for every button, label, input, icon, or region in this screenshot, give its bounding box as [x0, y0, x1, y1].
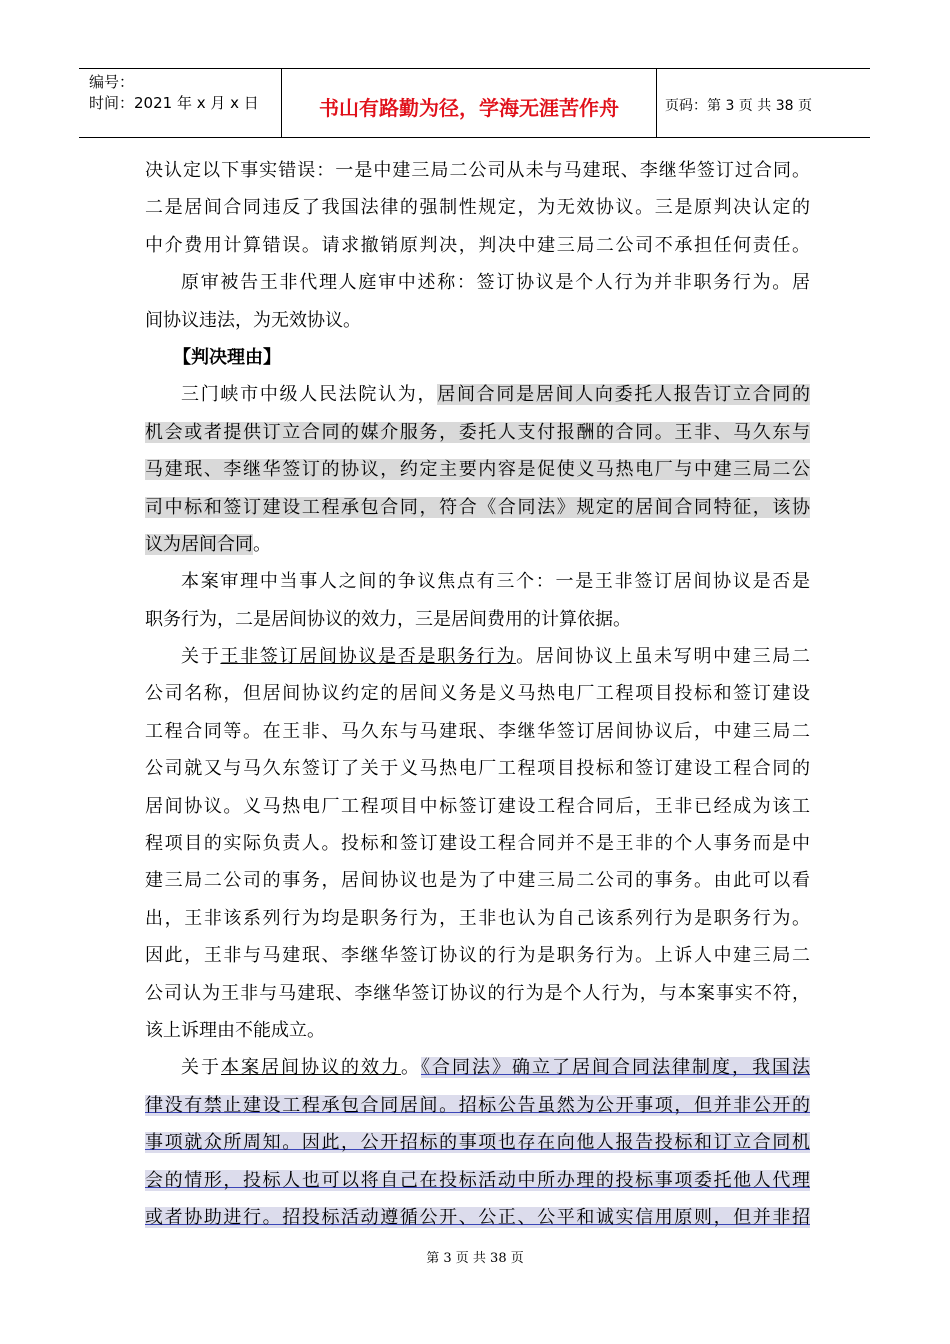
section-title: 【判决理由】: [173, 346, 281, 368]
text-line: [145, 414, 810, 451]
text-line: 出，王非该系列行为均是职务行为，王非也认为自己该系列行为是职务行为。: [145, 907, 810, 929]
text-line: [145, 638, 810, 675]
text-line: 间协议违法，为无效协议。: [145, 309, 361, 331]
document-header: [79, 68, 870, 138]
text-line: 程项目的实际负责人。投标和签订建设工程合同并不是王非的个人事务而是中: [145, 833, 810, 855]
text-line: 二是居间合同违反了我国法律的强制性规定，为无效协议。三是原判决认定的: [145, 197, 810, 219]
highlighted-text: 《合同法》确立了居间合同法律制度，我国法: [421, 1057, 810, 1079]
highlighted-text: 机会或者提供订立合同的媒介服务，委托人支付报酬的合同。王非、马久东与: [145, 421, 810, 443]
underlined-text: 本案居间协议的效力: [221, 1057, 401, 1079]
text-line: 决认定以下事实错误：一是中建三局二公司从未与马建珉、李继华签订过合同。: [145, 160, 810, 181]
text-line: 工程合同等。在王非、马久东与马建珉、李继华签订居间协议后，中建三局二: [145, 720, 810, 742]
text-line: [145, 451, 810, 488]
highlighted-text: 司中标和签订建设工程承包合同，符合《合同法》规定的居间合同特征，该协: [145, 496, 810, 518]
text-span: 关于: [181, 1057, 221, 1079]
page-footer: 第 3 页 共 38 页: [426, 1251, 524, 1266]
text-line: 职务行为，二是居间协议的效力，三是居间费用的计算依据。: [145, 608, 631, 630]
text-line: 该上诉理由不能成立。: [145, 1019, 325, 1041]
text-line: [145, 376, 810, 413]
text-line: [145, 1124, 810, 1161]
header-number: 编号：: [89, 73, 135, 91]
text-line: [145, 1162, 810, 1199]
text-line: 居间协议。义马热电厂工程项目中标签订建设工程合同后，王非已经成为该工: [145, 795, 810, 817]
text-line: [145, 489, 810, 526]
highlighted-text: 会的情形，投标人也可以将自己在投标活动中所办理的投标事项委托他人代理: [145, 1169, 810, 1191]
text-line: 公司认为王非与马建珉、李继华签订协议的行为是个人行为，与本案事实不符，: [145, 982, 810, 1004]
text-line: 因此，王非与马建珉、李继华签订协议的行为是职务行为。上诉人中建三局二: [145, 945, 810, 967]
highlighted-text: 或者协助进行。招投标活动遵循公开、公正、公平和诚实信用原则，但并非招: [145, 1206, 810, 1228]
text-line: 本案审理中当事人之间的争议焦点有三个：一是王非签订居间协议是否是: [181, 571, 810, 593]
highlighted-text: 事项就众所周知。因此，公开招标的事项也存在向他人报告投标和订立合同机: [145, 1132, 810, 1154]
text-line: 公司名称，但居间协议约定的居间义务是义马热电厂工程项目投标和签订建设: [145, 683, 810, 705]
document-body: [145, 152, 810, 1236]
header-date: 时间：2021 年 x 月 x 日: [89, 94, 259, 112]
text-line: [145, 1049, 810, 1086]
header-motto: 书山有路勤为径，学海无涯苦作舟: [282, 69, 657, 137]
text-span: 。: [253, 533, 271, 555]
text-line: [145, 526, 810, 563]
header-page-number: 页码：第 3 页 共 38 页: [665, 98, 812, 114]
text-span: 三门峡市中级人民法院认为，: [181, 384, 438, 406]
text-span: 。: [401, 1057, 421, 1079]
text-span: 关于: [181, 646, 221, 668]
highlighted-text: 律没有禁止建设工程承包合同居间。招标公告虽然为公开事项，但并非公开的: [145, 1094, 810, 1116]
text-line: 原审被告王非代理人庭审中述称：签订协议是个人行为并非职务行为。居: [181, 272, 810, 294]
highlighted-text: 马建珉、李继华签订的协议，约定主要内容是促使义马热电厂与中建三局二公: [145, 459, 810, 481]
text-line: 建三局二公司的事务，居间协议也是为了中建三局二公司的事务。由此可以看: [145, 870, 810, 892]
text-span: 。居间协议上虽未写明中建三局二: [516, 646, 811, 668]
text-line: 公司就又与马久东签订了关于义马热电厂工程项目投标和签订建设工程合同的: [145, 758, 810, 780]
highlighted-text: 居间合同是居间人向委托人报告订立合同的: [437, 384, 811, 406]
underlined-text: 王非签订居间协议是否是职务行为: [220, 646, 517, 668]
header-meta: [79, 69, 282, 137]
text-line: 中介费用计算错误。请求撤销原判决，判决中建三局二公司不承担任何责任。: [145, 234, 810, 256]
text-line: [145, 1087, 810, 1124]
text-line: [145, 1199, 810, 1236]
highlighted-text: 议为居间合同: [145, 533, 253, 555]
